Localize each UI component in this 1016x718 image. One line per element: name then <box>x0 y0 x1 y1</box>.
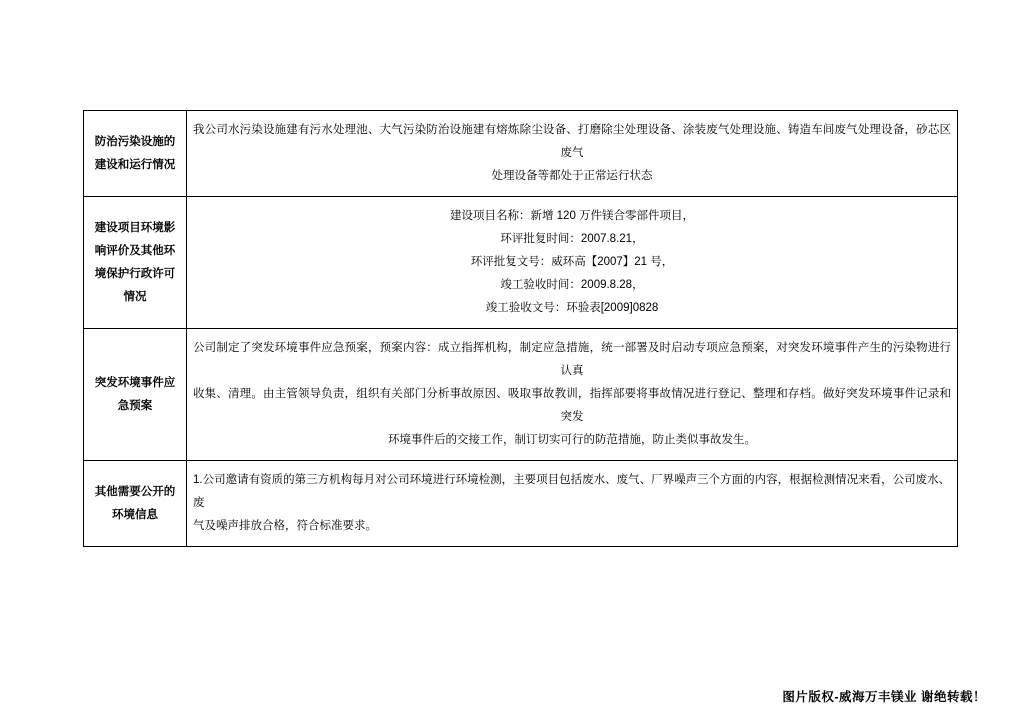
row-label-eia-permit <box>84 197 187 329</box>
copyright-notice: 图片版权-威海万丰镁业 谢绝转载！ <box>782 690 986 704</box>
content-line: 环境事件后的交接工作，制订切实可行的防范措施，防止类似事故发生。 <box>388 434 756 446</box>
label-line: 环境信息 <box>112 508 158 521</box>
table-row <box>84 111 958 197</box>
environmental-info-table <box>83 110 958 547</box>
content-line: 1.公司邀请有资质的第三方机构每月对公司环境进行环境检测，主要项目包括废水、废气、厂界噪声三个方面的内容，根据检测情况来看，公司废水、废 <box>193 474 951 509</box>
content-line: 环评批复时间：2007.8.21， <box>500 233 644 245</box>
label-line: 急预案 <box>117 399 153 412</box>
content-line: 气及噪声排放合格，符合标准要求。 <box>193 520 377 532</box>
label-line: 响评价及其他环 <box>94 244 176 257</box>
content-line: 竣工验收时间：2009.8.28， <box>500 279 644 291</box>
row-content-emergency-plan <box>187 329 958 461</box>
content-line: 建设项目名称：新增 120 万件镁合零部件项目， <box>449 210 695 222</box>
row-content-eia-permit <box>187 197 958 329</box>
row-content-pollution-facilities <box>187 111 958 197</box>
label-line: 境保护行政许可 <box>94 267 176 280</box>
table-row <box>84 461 958 547</box>
row-label-other-info <box>84 461 187 547</box>
content-line: 竣工验收文号：环验表[2009]0828 <box>485 302 659 314</box>
label-line: 情况 <box>123 290 147 303</box>
content-line: 处理设备等都处于正常运行状态 <box>491 170 653 182</box>
content-line: 环评批复文号：威环高【2007】21 号， <box>470 256 674 268</box>
row-label-emergency-plan <box>84 329 187 461</box>
content-line: 我公司水污染设施建有污水处理池、大气污染防治设施建有熔炼除尘设备、打磨除尘处理设备、涂装废气处理设施、铸造车间废气处理设备，砂芯区废气 <box>193 124 951 159</box>
table-row <box>84 329 958 461</box>
table-row <box>84 197 958 329</box>
row-label-pollution-facilities <box>84 111 187 197</box>
content-line: 公司制定了突发环境事件应急预案，预案内容：成立指挥机构，制定应急措施，统一部署及时启动专项应急预案，对突发环境事件产生的污染物进行认真 <box>193 342 951 377</box>
label-line: 突发环境事件应 <box>94 376 176 389</box>
label-line: 建设项目环境影 <box>94 221 176 234</box>
label-line: 防治污染设施的 <box>94 135 176 148</box>
label-line: 其他需要公开的 <box>94 485 176 498</box>
row-content-other-info <box>187 461 958 547</box>
label-line: 建设和运行情况 <box>94 158 176 171</box>
content-line: 收集、清理。由主管领导负责，组织有关部门分析事故原因、吸取事故教训，指挥部要将事故情况进行登记、整理和存档。做好突发环境事件记录和突发 <box>193 388 951 423</box>
